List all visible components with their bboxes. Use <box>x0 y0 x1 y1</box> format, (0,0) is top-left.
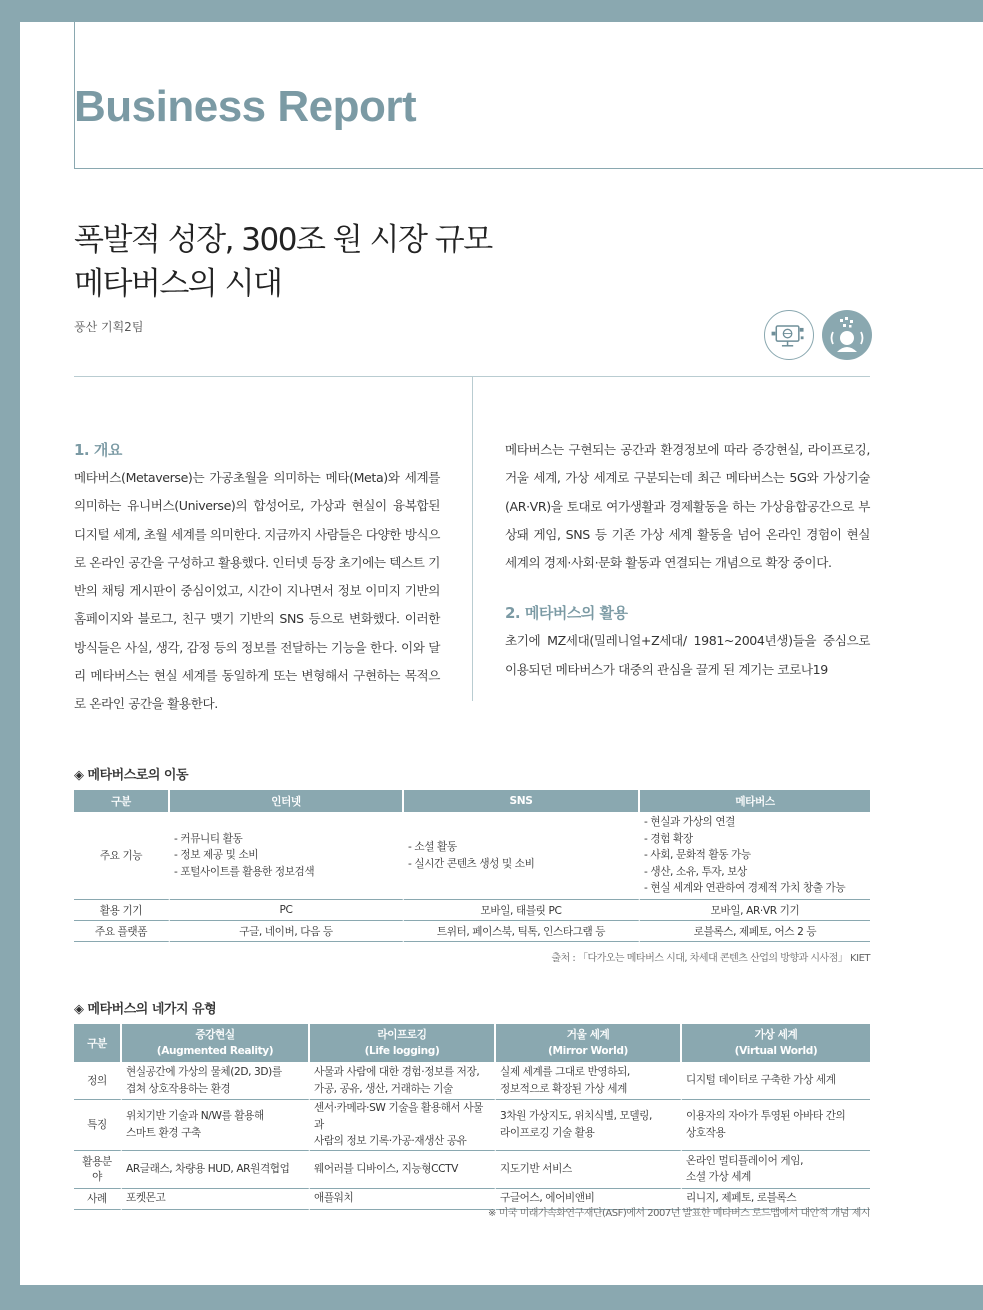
table2-cell: 실제 세계를 그대로 반영하되, 정보적으로 확장된 가상 세계 <box>496 1062 682 1100</box>
table2-cell: 현실공간에 가상의 물체(2D, 3D)를 겹쳐 상호작용하는 환경 <box>122 1062 310 1100</box>
table2-header-cell: 가상 세계 (Virtual World) <box>682 1024 870 1062</box>
section1-body: 메타버스(Metaverse)는 가공초월을 의미하는 메타(Meta)와 세계를 의미하는 유니버스(Universe)의 합성어로, 가상과 현실이 융복합된 디지털 세계, 초월 세계를 의미한다. 지금까지 사람들은 다양한 방식으로 온라인 공간을 구성하고 활용했다. 인터넷 등장 초기에는 텍스트 기반의 채팅 게시판이 중심이었고, 시간이 지나면서 정보 이미지 기반의 홈페이지와 블로그, 친구 맺기 기반의 SNS 등으로 변화했다. 이러한 방식들은 사실, 생각, 감정 등의 정보를 전달하는 기능을 한다. 이와 달리 메타버스는 현실 세계를 동일하게 또는 변형해서 구현하는 목적으로 온라인 공간을 활용한다. <box>74 470 440 712</box>
table2-cell: 구글어스, 에어비앤비 <box>496 1189 682 1210</box>
table1-cell: 구글, 네이버, 다음 등 <box>170 921 404 942</box>
table1-cell: 트위터, 페이스북, 틱톡, 인스타그램 등 <box>404 921 640 942</box>
table1-cell: - 소셜 활동 - 실시간 콘텐츠 생성 및 소비 <box>404 812 640 900</box>
table1-source: 출처 : 「다가오는 메타버스 시대, 차세대 콘텐츠 산업의 방향과 시사점」 KIET <box>551 953 870 964</box>
table1-cell: - 커뮤니티 활동 - 정보 제공 및 소비 - 포털사이트를 활용한 정보검색 <box>170 812 404 900</box>
table2 <box>74 1024 870 1210</box>
left-column <box>74 436 440 719</box>
table1-cell: - 현실과 가상의 연결 - 경험 확장 - 사회, 문화적 활동 가능 - 생산, 소유, 투자, 보상 - 현실 세계와 연관하여 경제적 가치 창출 가능 <box>640 812 870 900</box>
article-title-line2: 메타버스의 시대 <box>74 266 282 302</box>
header-rule <box>74 168 983 169</box>
table2-row-label: 특징 <box>74 1100 122 1151</box>
table2-cell: 디지털 데이터로 구축한 가상 세계 <box>682 1062 870 1100</box>
table-row <box>74 921 870 942</box>
right-column <box>505 436 870 684</box>
table-row <box>74 1100 870 1151</box>
table1-caption: ◈ 메타버스로의 이동 <box>74 768 189 783</box>
article-title <box>74 218 492 306</box>
section1-heading: 1. 개요 <box>74 441 122 459</box>
table2-cell: 웨어러블 디바이스, 지능형CCTV <box>310 1151 496 1189</box>
table-row <box>74 812 870 900</box>
section2-body: 초기에 MZ세대(밀레니얼+Z세대/ 1981~2004년생)들을 중심으로 이용되던 메타버스가 대중의 관심을 끌게 된 계기는 코로나19 <box>505 633 870 677</box>
table2-cell: 사물과 사람에 대한 경험·정보를 저장, 가공, 공유, 생산, 거래하는 기술 <box>310 1062 496 1100</box>
metaverse-screen-icon <box>764 310 814 360</box>
table2-header-cell: 구분 <box>74 1024 122 1062</box>
table1-cell: PC <box>170 900 404 921</box>
table1-cell: 모바일, AR·VR 기기 <box>640 900 870 921</box>
table1-row-label: 활용 기기 <box>74 900 170 921</box>
table2-header-cell: 라이프로깅 (Life logging) <box>310 1024 496 1062</box>
table-row <box>74 900 870 921</box>
table-row <box>74 1062 870 1100</box>
table1-header-cell: SNS <box>404 790 640 812</box>
page <box>20 22 983 1285</box>
article-title-line1: 폭발적 성장, 300조 원 시장 규모 <box>74 222 492 258</box>
table2-cell: 위치기반 기술과 N/W를 활용해 스마트 환경 구축 <box>122 1100 310 1151</box>
table1 <box>74 790 870 942</box>
section2-heading: 2. 메타버스의 활용 <box>505 604 628 623</box>
table2-cell: 지도기반 서비스 <box>496 1151 682 1189</box>
table2-cell: AR글래스, 차량용 HUD, AR원격협업 <box>122 1151 310 1189</box>
table2-row-label: 활용분야 <box>74 1151 122 1189</box>
table1-header-cell: 인터넷 <box>170 790 404 812</box>
table-row <box>74 1151 870 1189</box>
table2-cell: 애플워치 <box>310 1189 496 1210</box>
table2-cell: 포켓몬고 <box>122 1189 310 1210</box>
section1-continued: 메타버스는 구현되는 공간과 환경정보에 따라 증강현실, 라이프로깅, 거울 세계, 가상 세계로 구분되는데 최근 메타버스는 5G와 가상기술(AR·VR)을 토대로 여가생활과 경제활동을 하는 가상융합공간으로 부상돼 게임, SNS 등 기존 가상 세계 활동을 넘어 온라인 경험이 현실 세계의 경제·사회·문화 활동과 연결되는 개념으로 확장 중이다. <box>505 442 870 571</box>
table2-cell: 3차원 가상지도, 위치식별, 모델링, 라이프로깅 기술 활용 <box>496 1100 682 1151</box>
table1-header-cell: 구분 <box>74 790 170 812</box>
article-author: 풍산 기획2팀 <box>74 320 144 334</box>
brand-title: Business Report <box>74 82 417 131</box>
table1-row-label: 주요 플랫폼 <box>74 921 170 942</box>
table2-row-label: 사례 <box>74 1189 122 1210</box>
table2-cell: 이용자의 자아가 투영된 아바타 간의 상호작용 <box>682 1100 870 1151</box>
table2-cell: 온라인 멀티플레이어 게임, 소셜 가상 세계 <box>682 1151 870 1189</box>
table2-header-cell: 증강현실 (Augmented Reality) <box>122 1024 310 1062</box>
column-divider <box>472 376 473 701</box>
table2-cell: 리니지, 제페토, 로블록스 <box>682 1189 870 1210</box>
vr-user-icon <box>822 310 872 360</box>
table1-header-cell: 메타버스 <box>640 790 870 812</box>
table1-row-label: 주요 기능 <box>74 812 170 900</box>
table2-caption: ◈ 메타버스의 네가지 유형 <box>74 1002 217 1017</box>
table2-note: ※ 미국 미래가속화연구재단(ASF)에서 2007년 발표한 메타버스 로드맵에서 대안적 개념 제시 <box>488 1208 870 1219</box>
table2-row-label: 정의 <box>74 1062 122 1100</box>
table1-cell: 모바일, 태블릿 PC <box>404 900 640 921</box>
table2-header-cell: 거울 세계 (Mirror World) <box>496 1024 682 1062</box>
table1-cell: 로블록스, 제페토, 어스 2 등 <box>640 921 870 942</box>
table2-cell: 센서·카메라·SW 기술을 활용해서 사물과 사람의 정보 기록·가공·재생산 공유 <box>310 1100 496 1151</box>
header-icons <box>764 310 872 360</box>
